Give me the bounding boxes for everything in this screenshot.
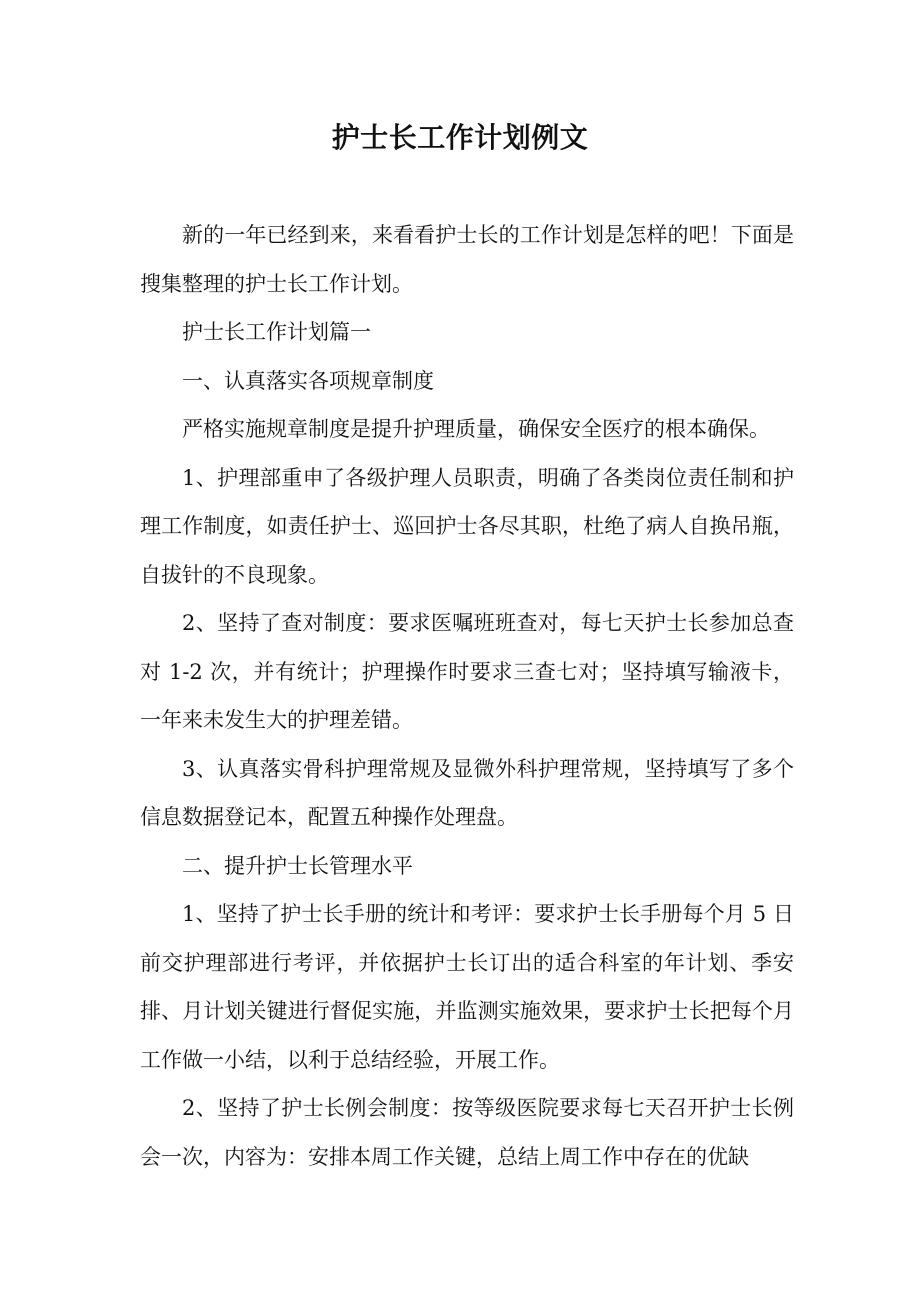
paragraph-rules-summary: 严格实施规章制度是提升护理质量，确保安全医疗的根本确保。 [182, 417, 770, 441]
paragraph-item-3: 3、认真落实骨科护理常规及显微外科护理常规，坚持填写了多个信息数据登记本，配置五种操作处理盘。 [140, 756, 794, 829]
paragraph-management-2: 2、坚持了护士长例会制度：按等级医院要求每七天召开护士长例会一次，内容为：安排本周工作关键，总结上周工作中存在的优缺 [140, 1096, 794, 1169]
paragraph-item-2: 2、坚持了查对制度：要求医嘱班班查对，每七天护士长参加总查对 1-2 次，并有统计；护理操作时要求三查七对；坚持填写输液卡，一年来未发生大的护理差错。 [140, 611, 794, 732]
document-title: 护士长工作计划例文 [331, 121, 589, 154]
paragraph-item-1: 1、护理部重申了各级护理人员职责，明确了各类岗位责任制和护理工作制度，如责任护士、巡回护士各尽其职，杜绝了病人自换吊瓶，自拔针的不良现象。 [140, 465, 794, 587]
paragraph-management-1: 1、坚持了护士长手册的统计和考评：要求护士长手册每个月 5 日前交护理部进行考评，并依据护士长订出的适合科室的年计划、季安排、月计划关键进行督促实施，并监测实施效果，要求护士长把每个月工作做一小结，以利于总结经验，开展工作。 [140, 902, 794, 1072]
section-heading-rules: 一、认真落实各项规章制度 [182, 368, 434, 393]
paragraph-intro: 新的一年已经到来，来看看护士长的工作计划是怎样的吧！下面是搜集整理的护士长工作计划。 [140, 223, 794, 296]
section-heading-management: 二、提升护士长管理水平 [182, 853, 413, 878]
section-heading-part-one: 护士长工作计划篇一 [182, 320, 371, 344]
document-body [140, 211, 794, 1181]
